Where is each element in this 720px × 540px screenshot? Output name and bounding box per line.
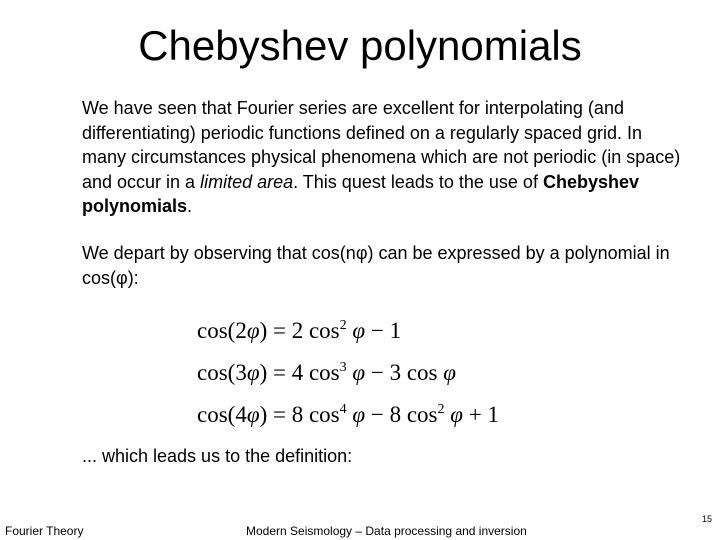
equations-block xyxy=(197,310,537,436)
intro-bold-term: Chebyshev polynomials xyxy=(82,171,639,216)
eq3-phi-3: φ xyxy=(450,402,463,427)
eq1-rhs-a: ) = 2 cos xyxy=(259,318,340,343)
observation-paragraph xyxy=(82,241,682,290)
equation-cos-3phi xyxy=(197,352,537,394)
intro-paragraph xyxy=(82,96,682,219)
eq3-rhs-e: + 1 xyxy=(462,402,499,427)
equation-cos-4phi xyxy=(197,394,537,436)
page-number: 15 xyxy=(701,514,712,524)
observation-phi-2: φ xyxy=(116,267,128,288)
eq2-exponent: 3 xyxy=(339,360,347,375)
eq3-exponent-1: 4 xyxy=(339,402,347,417)
observation-text-b: ) can be expressed by a polynomial in cos( xyxy=(82,243,670,288)
eq2-rhs-a: ) = 4 cos xyxy=(259,360,340,385)
equation-cos-2phi xyxy=(197,310,537,352)
definition-lead-text: ... which leads us to the definition: xyxy=(82,446,353,466)
eq2-phi: φ xyxy=(246,360,260,385)
observation-text-c: ): xyxy=(127,267,139,288)
eq1-lhs: cos(2 xyxy=(197,318,247,343)
eq3-phi: φ xyxy=(246,402,260,427)
eq3-exponent-2: 2 xyxy=(437,402,445,417)
footer-title: Modern Seismology – Data processing and inversion xyxy=(246,524,527,538)
footer-course-label: Fourier Theory xyxy=(5,524,84,538)
eq3-phi-2: φ xyxy=(352,402,366,427)
eq3-lhs: cos(4 xyxy=(197,402,247,427)
observation-phi-1: φ xyxy=(355,243,368,263)
eq1-phi: φ xyxy=(246,318,260,343)
eq2-phi-3: φ xyxy=(443,360,456,385)
eq1-phi-2: φ xyxy=(352,318,366,343)
eq1-rhs-c: − 1 xyxy=(365,318,402,343)
eq2-phi-2: φ xyxy=(352,360,366,385)
eq1-exponent: 2 xyxy=(339,318,347,333)
eq3-rhs-a: ) = 8 cos xyxy=(259,402,340,427)
intro-text-a: We have seen that Fourier series are excellent for interpolating (and differentiating) periodic functions defined on a regularly spaced grid. In many circumstances physical phenomena which are not periodic (in space) and occur in a xyxy=(82,98,681,192)
observation-text-a: We depart by observing that cos(n xyxy=(82,243,356,263)
eq2-rhs-c: − 3 cos xyxy=(365,360,438,385)
eq3-rhs-c: − 8 cos xyxy=(365,402,438,427)
eq2-lhs: cos(3 xyxy=(197,360,247,385)
intro-emphasis: limited area xyxy=(200,171,294,192)
intro-text-b: . This quest leads to the use of xyxy=(293,171,543,192)
intro-text-c: . xyxy=(187,196,193,216)
slide-title: Chebyshev polynomials xyxy=(138,22,582,69)
